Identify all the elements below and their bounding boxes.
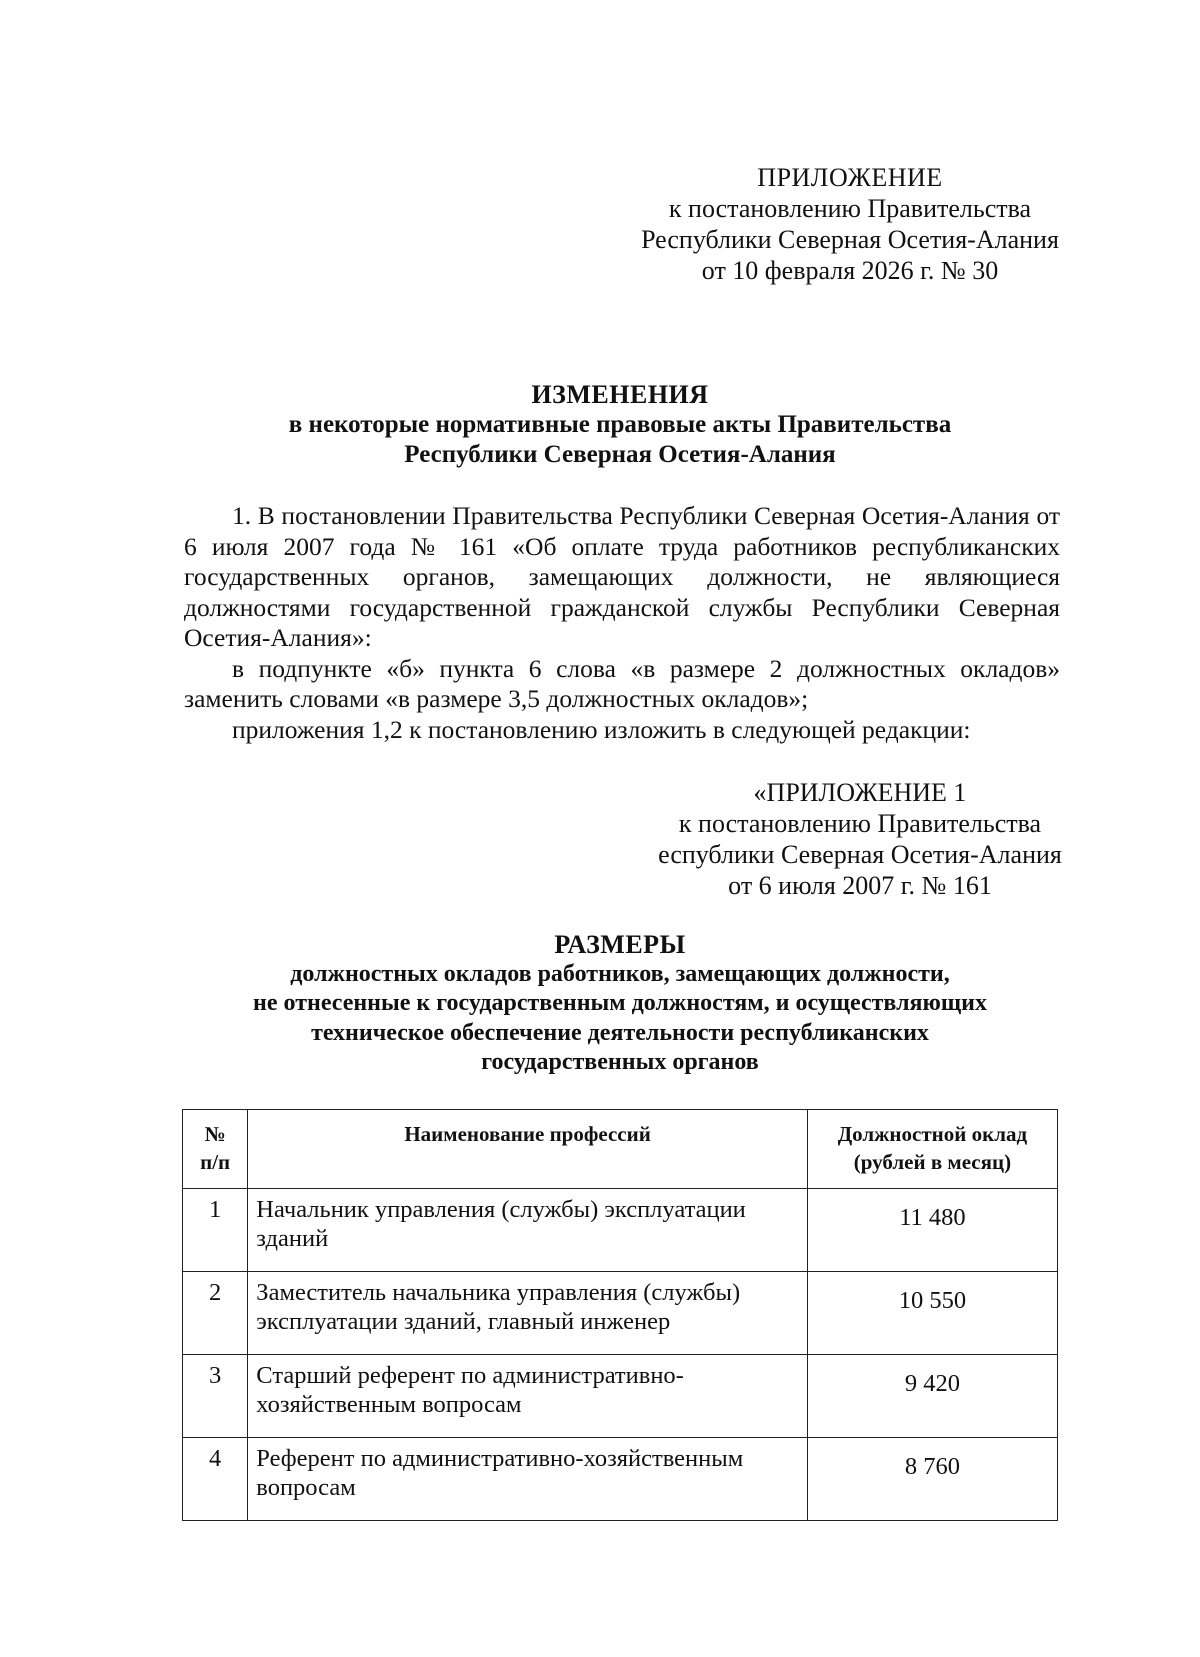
paragraph-3: приложения 1,2 к постановлению изложить в следующей редакции:	[232, 714, 971, 744]
row-num: 2	[183, 1272, 248, 1355]
appendix-1-line-1: к постановлению Правительства	[678, 809, 1042, 838]
sizes-title-line-2: должностных окладов работников, замещающих должности,	[290, 960, 950, 987]
header-num-line-1: №	[204, 1122, 226, 1146]
appendix-title: ПРИЛОЖЕНИЕ	[757, 163, 943, 192]
header-num	[183, 1110, 248, 1189]
appendix-header	[620, 162, 1080, 286]
header-salary-line-2: (рублей в месяц)	[853, 1150, 1012, 1174]
appendix-1-line-2: еспублики Северная Осетия-Алания	[658, 840, 1062, 869]
row-name: Референт по административно-хозяйственным вопросам	[248, 1438, 808, 1521]
table-row	[183, 1189, 1058, 1272]
main-title-line-2: в некоторые нормативные правовые акты Правительства	[288, 411, 952, 438]
row-num: 4	[183, 1438, 248, 1521]
appendix-line-2: Республики Северная Осетия-Алания	[641, 225, 1059, 254]
row-num: 3	[183, 1355, 248, 1438]
salary-table	[182, 1109, 1058, 1521]
sizes-title-line-4: техническое обеспечение деятельности республиканских	[311, 1019, 929, 1046]
sizes-title	[160, 930, 1080, 1078]
header-name: Наименование профессий	[248, 1110, 808, 1189]
header-salary-line-1: Должностной оклад	[837, 1122, 1028, 1146]
row-name: Заместитель начальника управления (службы) эксплуатации зданий, главный инженер	[248, 1272, 808, 1355]
row-salary: 9 420	[807, 1355, 1057, 1438]
paragraph-2: в подпункте «б» пункта 6 слова «в размере 2 должностных окладов» заменить словами «в размере 3,5 должностных окладов»;	[184, 653, 1060, 713]
appendix-1-title: «ПРИЛОЖЕНИЕ 1	[753, 778, 967, 807]
table-row	[183, 1355, 1058, 1438]
row-num: 1	[183, 1189, 248, 1272]
sizes-title-line-1: РАЗМЕРЫ	[554, 930, 686, 959]
table-row	[183, 1272, 1058, 1355]
main-title	[180, 380, 1060, 470]
appendix-line-1: к постановлению Правительства	[668, 194, 1032, 223]
row-salary: 8 760	[807, 1438, 1057, 1521]
main-title-line-3: Республики Северная Осетия-Алания	[404, 441, 836, 468]
row-name: Старший референт по административно-хозяйственным вопросам	[248, 1355, 808, 1438]
row-salary: 10 550	[807, 1272, 1057, 1355]
table-row	[183, 1438, 1058, 1521]
body-text	[184, 501, 1060, 745]
sizes-title-line-3: не отнесенные к государственным должностям, и осуществляющих	[253, 990, 987, 1016]
row-name: Начальник управления (службы) эксплуатации зданий	[248, 1189, 808, 1272]
table-header-row	[183, 1110, 1058, 1189]
appendix-1-line-3: от 6 июля 2007 г. № 161	[728, 871, 992, 900]
header-salary	[807, 1110, 1057, 1189]
header-num-line-2: п/п	[200, 1150, 231, 1174]
paragraph-1: 1. В постановлении Правительства Республики Северная Осетия-Алания от 6 июля 2007 года № 161 «Об оплате труда работников республиканских государственных органов, замещающих должности, не являющиеся должностями государственной гражданской службы Республики Северная Осетия-Алания»:	[184, 501, 1060, 652]
row-salary: 11 480	[807, 1189, 1057, 1272]
appendix-1-header	[630, 777, 1090, 901]
main-title-line-1: ИЗМЕНЕНИЯ	[531, 380, 709, 409]
sizes-title-line-5: государственных органов	[481, 1049, 759, 1075]
appendix-line-3: от 10 февраля 2026 г. № 30	[701, 256, 999, 285]
